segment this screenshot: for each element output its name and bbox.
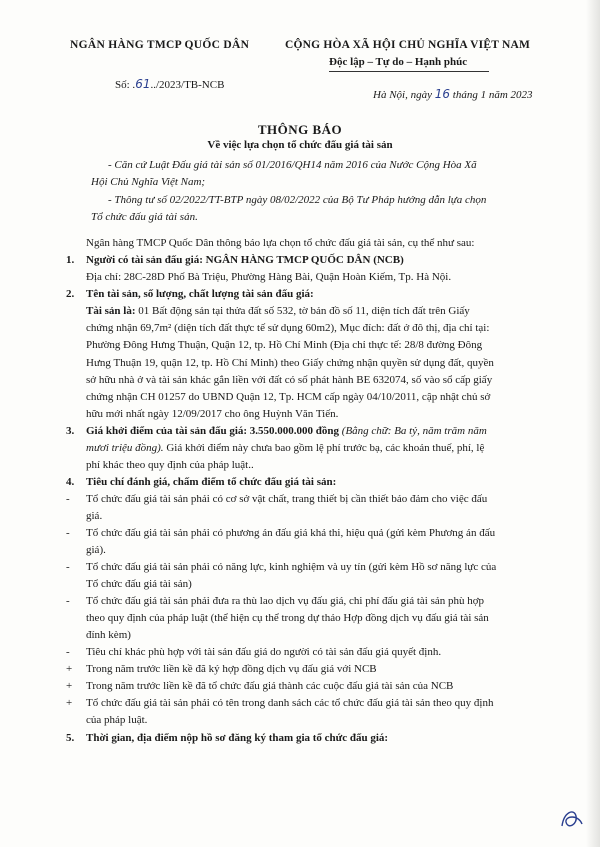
document-title: THÔNG BÁO [257, 122, 343, 137]
section-number: 2. [66, 288, 75, 300]
section-1-heading: Người có tài sản đấu giá: NGÂN HÀNG TMCP QUỐC DÂN (NCB) [86, 254, 404, 266]
bullet-plus: + [66, 663, 73, 675]
bullet-dash: - [66, 527, 70, 539]
starting-price-words-end: mươi triệu đồng). [86, 442, 164, 454]
document-number [115, 78, 224, 91]
date-line [373, 88, 533, 101]
bank-name: NGÂN HÀNG TMCP QUỐC DÂN [70, 39, 250, 51]
asset-description [86, 306, 470, 317]
starting-price-line [86, 426, 487, 437]
starting-price-note: phí khác theo quy định của pháp luật.. [86, 459, 254, 471]
doc-no-handwritten: 61 [135, 77, 151, 91]
criteria-item: giá. [86, 510, 103, 522]
starting-price-note: Giá khởi điểm này chưa bao gồm lệ phí trước bạ, các khoản thuế, phí, lệ [163, 442, 485, 454]
criteria-item: theo quy định của pháp luật (thể hiện cụ thể trong dự thảo Hợp đồng dịch vụ đấu giá tài sản [86, 612, 489, 624]
asset-description: chứng nhận 69,7m² (diện tích đất thực tế sử dụng 60m2), Mục đích: đất ở đô thị, địa chỉ tại: [86, 322, 490, 334]
date-day-handwritten: 16 [434, 87, 451, 101]
republic-heading: CỘNG HÒA XÃ HỘI CHỦ NGHĨA VIỆT NAM [285, 39, 531, 51]
bullet-plus: + [66, 680, 73, 692]
legal-basis-line: - Căn cứ Luật Đấu giá tài sản số 01/2016/QH14 năm 2016 của Nước Cộng Hòa Xã [108, 159, 477, 171]
criteria-item: Tổ chức đấu giá tài sản phải có phương án đấu giá khả thi, hiệu quả (gửi kèm Phương án đấu [86, 527, 496, 539]
sub-criteria-item: Trong năm trước liền kề đã tổ chức đấu giá thành các cuộc đấu giá tài sản của NCB [86, 680, 454, 692]
criteria-item: Tổ chức đấu giá tài sản phải có năng lực, kinh nghiệm và uy tín (gửi kèm Hồ sơ năng lực của [86, 561, 497, 573]
asset-description: Hưng Thuận 19, quận 12, tp. Hồ Chí Minh) theo Giấy chứng nhận quyền sử dụng đất, quyền [86, 357, 494, 369]
owner-address: Địa chỉ: 28C-28D Phố Bà Triệu, Phường Hàng Bài, Quận Hoàn Kiếm, Tp. Hà Nội. [86, 271, 452, 283]
starting-price-words: (Bằng chữ: Ba tỷ, năm trăm năm [339, 425, 487, 437]
bullet-plus: + [66, 697, 73, 709]
criteria-item: Tổ chức đấu giá tài sản phải có cơ sở vật chất, trang thiết bị cần thiết bảo đảm cho việc đấu [86, 493, 488, 505]
asset-description: hữu mới nhất ngày 12/09/2017 cho ông Huỳnh Văn Tiến. [86, 408, 339, 420]
starting-price-heading: Giá khởi điểm của tài sản đấu giá: 3.550.000.000 đồng [86, 425, 340, 437]
section-number: 5. [66, 732, 75, 744]
asset-description: chứng nhận CH 01257 do UBND Quận 12, Tp. HCM cấp ngày 04/10/2011, cập nhật chủ sở [86, 391, 491, 403]
asset-label: Tài sản là: [86, 305, 136, 317]
criteria-item: đính kèm) [86, 629, 131, 641]
criteria-item: Tổ chức đấu giá tài sản) [86, 578, 192, 590]
bullet-dash: - [66, 646, 70, 658]
sub-criteria-item: của pháp luật. [86, 714, 148, 726]
section-5-heading: Thời gian, địa điểm nộp hồ sơ đăng ký tham gia tổ chức đấu giá: [86, 732, 389, 744]
bullet-dash: - [66, 561, 70, 573]
doc-no-suffix: ../2023/TB-NCB [150, 79, 225, 91]
legal-basis-line: Hội Chủ Nghĩa Việt Nam; [91, 176, 206, 188]
criteria-item: Tổ chức đấu giá tài sản phải đưa ra thù lao dịch vụ đấu giá, chi phí đấu giá tài sản phù hợp [86, 595, 485, 607]
motto-underline [329, 71, 489, 72]
date-prefix: Hà Nội, ngày [373, 89, 432, 101]
intro-paragraph: Ngân hàng TMCP Quốc Dân thông báo lựa chọn tổ chức đấu giá tài sản, cụ thể như sau: [86, 237, 475, 249]
legal-basis-line: - Thông tư số 02/2022/TT-BTP ngày 08/02/2022 của Bộ Tư Pháp hướng dẫn lựa chọn [108, 194, 487, 206]
section-number: 1. [66, 254, 75, 266]
document-subtitle: Về việc lựa chọn tổ chức đấu giá tài sản [207, 139, 393, 151]
sub-criteria-item: Tổ chức đấu giá tài sản phải có tên trong danh sách các tổ chức đấu giá tài sản theo quy định [86, 697, 494, 709]
section-number: 3. [66, 425, 75, 437]
criteria-item: Tiêu chí khác phù hợp với tài sản đấu giá do người có tài sản đấu giá quyết định. [86, 646, 442, 658]
date-suffix: tháng 1 năm 2023 [452, 89, 533, 101]
initials-signature-mark [556, 804, 586, 834]
asset-text: 01 Bất động sản tại thửa đất số 532, tờ bản đồ số 11, diện tích đất trên Giấy [135, 305, 470, 317]
section-4-heading: Tiêu chí đánh giá, chấm điểm tổ chức đấu giá tài sản: [86, 476, 337, 488]
asset-description: Phường Đông Hưng Thuận, Quận 12, tp. Hồ Chí Minh (Địa chỉ thực tế: 28/8 đường Đông [86, 339, 483, 351]
legal-basis-line: Tổ chức đấu giá tài sản. [91, 211, 198, 223]
bullet-dash: - [66, 595, 70, 607]
section-number: 4. [66, 476, 75, 488]
sub-criteria-item: Trong năm trước liền kề đã ký hợp đồng dịch vụ đấu giá với NCB [86, 663, 377, 675]
bullet-dash: - [66, 493, 70, 505]
criteria-item: giá). [86, 544, 106, 556]
section-2-heading: Tên tài sản, số lượng, chất lượng tài sản đấu giá: [86, 288, 314, 300]
asset-description: sở hữu nhà ở và tài sản khác gắn liền với đất có số phát hành BE 632074, số vào sổ cấp giấy [86, 374, 493, 386]
starting-price-line [86, 443, 484, 454]
national-motto: Độc lập – Tự do – Hạnh phúc [329, 56, 468, 68]
doc-no-prefix: Số: . [115, 79, 136, 91]
